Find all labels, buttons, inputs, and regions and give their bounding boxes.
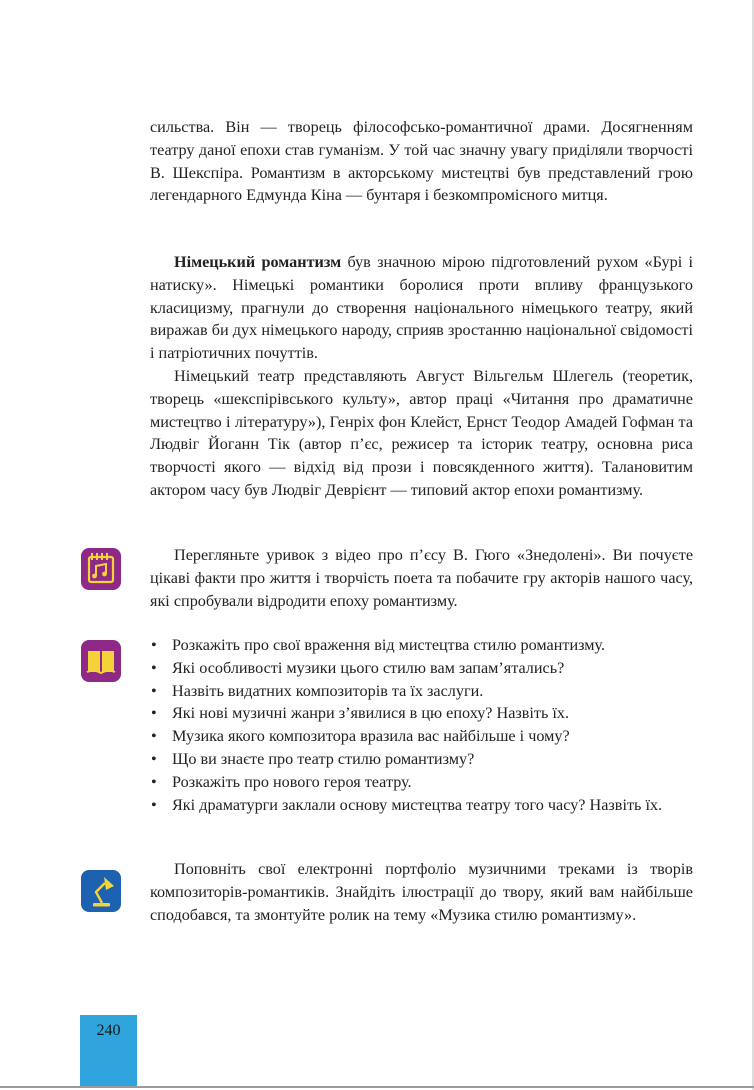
list-item: • Які особливості музики цього стилю вам запам’ятались? — [150, 657, 693, 680]
open-book-icon — [81, 640, 121, 682]
paragraph-1: сильства. Він — творець філософсько-романтичної драми. Досягненням театру даної епохи став гуманізм. У той час значну увагу приділяли творчості В. Шекспіра. Романтизм в акторському мистецтві був представлений грою легендарного Едмунда Кіна — бунтаря і безкомпромісного митця. — [150, 118, 693, 205]
portfolio-task — [150, 858, 693, 926]
questions-list — [150, 634, 693, 816]
german-romanticism-term: Німецький романтизм — [174, 253, 342, 271]
list-item: • Розкажіть про свої враження від мистецтва стилю романтизму. — [150, 634, 693, 657]
paragraph-3: Німецький театр представляють Август Вільгельм Шлегель (теоретик, творець «шекспірівського культу», автор праці «Читання про драматичне мистецтво і літературу»), Генріх фон Клейст, Ернст Теодор Амадей Гофман та Людвіг Йоганн Тік (автор п’єс, режисер та історик театру, основна риса творчості якого — відхід від прози і повсякденного життя). Талановитим актором часу був Людвіг Деврієнт — типовий актор епохи романтизму. — [150, 366, 693, 499]
desk-lamp-icon — [81, 870, 121, 912]
page-number: 240 — [96, 1022, 121, 1039]
notebook-music-icon — [81, 548, 121, 590]
paragraph-2 — [150, 251, 693, 365]
list-item: • Що ви знаєте про театр стилю романтизму? — [150, 748, 693, 771]
video-task — [150, 544, 693, 612]
paragraph-continuation — [150, 116, 693, 207]
list-item: • Музика якого композитора вразила вас найбільше і чому? — [150, 725, 693, 748]
page-number-tab — [80, 1015, 137, 1088]
german-romanticism-section — [150, 251, 693, 502]
list-item: • Розкажіть про нового героя театру. — [150, 771, 693, 794]
list-item: • Які нові музичні жанри з’явилися в цю епоху? Назвіть їх. — [150, 702, 693, 725]
paragraph-2-text: був значною мірою підготовлений рухом «Бурі і натиску». Німецькі романтики боролися проти впливу французького класицизму, прагнули до створення національного німецького театру, який виражав би дух німецького народу, сприяв зростанню національної свідомості і патріотичних почуттів. — [150, 253, 693, 363]
list-item: • Назвіть видатних композиторів та їх заслуги. — [150, 680, 693, 703]
list-item: • Які драматурги заклали основу мистецтва театру того часу? Назвіть їх. — [150, 794, 693, 817]
video-task-text: Перегляньте уривок з відео про п’єсу В. Гюго «Знедолені». Ви почуєте цікаві факти про життя і творчість поета та побачите гру акторів нашого часу, які спробували відродити епоху романтизму. — [150, 546, 693, 610]
page-bottom-rule — [0, 1086, 754, 1088]
portfolio-task-text: Поповніть свої електронні портфоліо музичними треками із творів композиторів-романтиків. Знайдіть ілюстрації до твору, який вам найбільше сподобався, та змонтуйте ролик на тему «Музика стилю романтизму». — [150, 860, 693, 924]
